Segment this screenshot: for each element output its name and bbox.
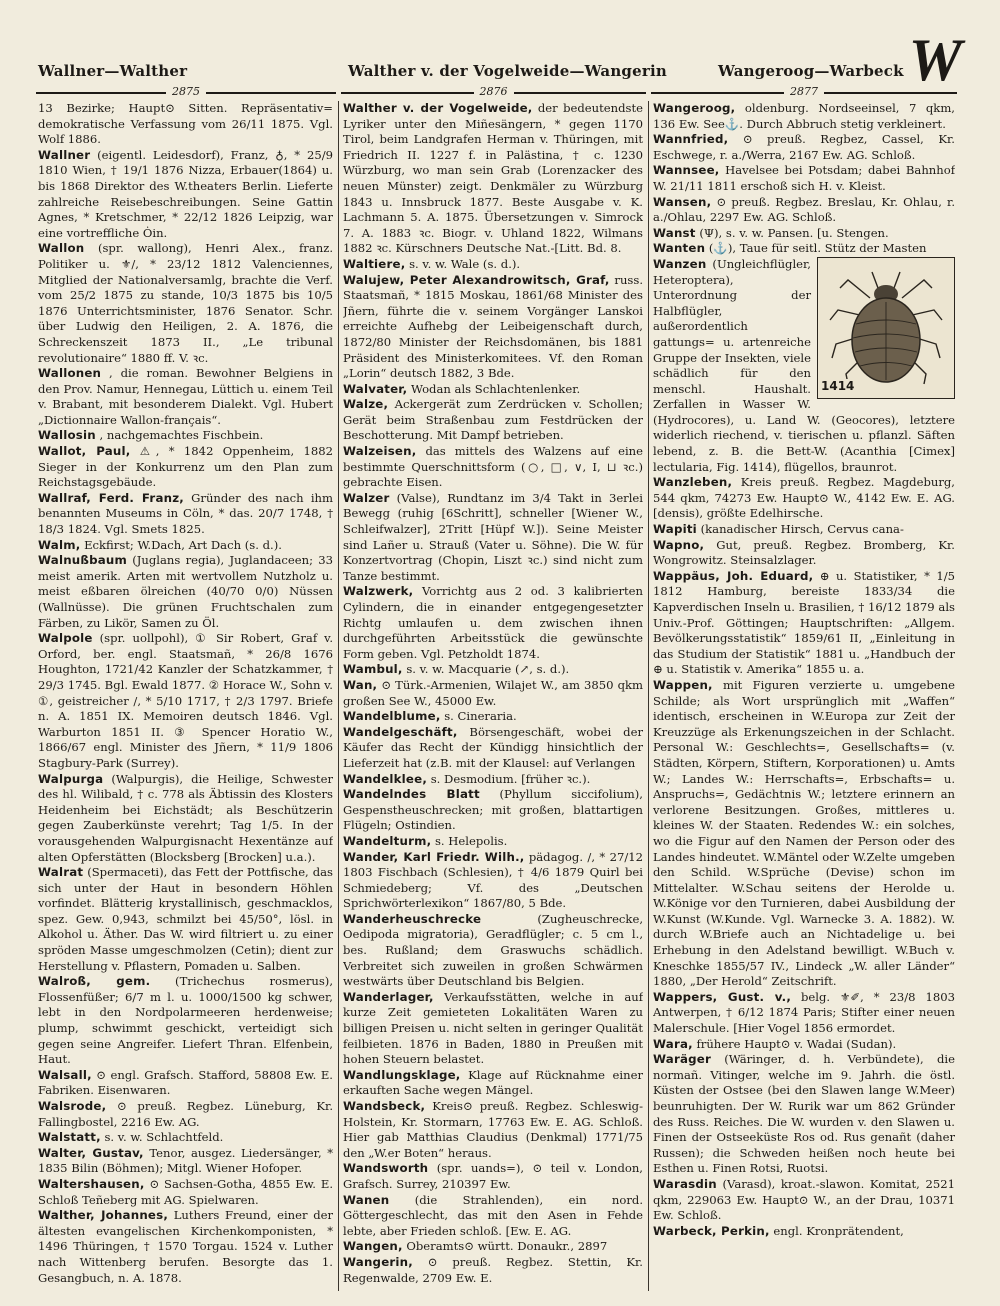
entry-text: ⊕ u. Statistiker, * 1/5 1812 Hamburg, bereiste 1833/34 die Kapverdischen Inseln u. Brasilien, † 16/12 1879 als Univ.-Prof. Göttingen; Hauptschriften: „Allgem. Bevölkerungsstatistik“ 1859/61 II, „Einleitung in das Studium der Statistik“ 1881 u. „Handbuch der ⊕ u. Statistik v. Amerika“ 1855 u. a. <box>653 568 955 677</box>
entry-headword: Warbeck, Perkin, <box>653 1223 770 1238</box>
entry-headword: Walpurga <box>38 771 104 786</box>
entry-headword: Wandsbeck, <box>343 1099 426 1113</box>
entry-text: ⊙ Sachsen-Gotha, 4855 Ew. E. Schloß Teñeberg mit AG. Spielwaren. <box>38 1176 333 1207</box>
entry-text: s. v. w. Macquarie (↗, s. d.). <box>406 662 570 677</box>
entry-headword: Walzeisen, <box>343 444 417 459</box>
entry-text: Tenor, ausgez. Liedersänger, * 1835 Bilin (Böhmen); Mitgl. Wiener Hofoper. <box>38 1145 333 1176</box>
dictionary-entry <box>343 725 643 772</box>
entry-text: (Trichechus rosmerus), Flossenfüßer; 6/7 m l. u. 1000/1500 kg schwer, lebt in den Nordpolarmeeren herdenweise; plump, schwimmt geschickt, verteidigt sich gegen seine Angreifer. Liefert Thran. Elfenbein, Haut. <box>38 974 333 1067</box>
dictionary-entry <box>653 538 955 569</box>
dictionary-entry <box>653 990 955 1037</box>
entry-text: der bedeutendste Lyriker unter den Miñesängern, * gegen 1170 Tirol, beim Landgrafen Herman v. Thüringen, mit Friedrich II. 1227 f. in Palästina, † c. 1230 Würzburg, wo man sein Grab (Lorenzacker des neuen Münster) zeigt. Denkmäler zu Würzburg 1843 u. Innsbruck 1877. Beste Ausgabe v. K. Lachmann 5. A. 1875. Übersetzungen v. Simrock 7. A. 1883 ꝛc. Biogr. v. Uhland 1822, Wilmans 1882 ꝛc. Kürschners Deutsche Nat.-[Litt. Bd. 8. <box>343 101 643 256</box>
dictionary-entry <box>343 491 643 585</box>
dictionary-entry <box>653 1177 955 1224</box>
entry-text: (Phyllum siccifolium), Gespenstheuschrecken; mit großen, blattartigen Flügeln; Ostindien. <box>343 787 643 833</box>
bedbug-figure <box>817 257 955 399</box>
running-head-col1: Wallner—Walther <box>38 62 188 80</box>
dictionary-entry <box>38 553 333 631</box>
entry-headword: Wannsee, <box>653 163 720 178</box>
entry-headword: Wallonen <box>38 366 102 381</box>
entry-text: (spr. wallong), Henri Alex., franz. Politiker u. ⚜/, * 23/12 1812 Valenciennes, Mitglied der Nationalversamlg, brachte die Verf. vom 25/2 1875 zu stande, 10/3 1875 bis 10/5 1876 Unterrichtsminister, 1876 Senator. Schr. über Ludwig den Heiligen, 2. A. 1876, die Schreckenszeit 1873 II., „Le tribunal revolutionaire“ 1880 ff. V. ꝛc. <box>38 241 333 365</box>
entry-text: (spr. uollpohl), ① Sir Robert, Graf v. Orford, ber. engl. Staatsmañ, * 26/8 1676 Houghton, 1721/42 Kanzler der Schatzkammer, † 29/3 1745. Bgl. Ewald 1877. ② Horace W., Sohn v. ①, geistreicher /, * 5/10 1717, † 2/3 1797. Briefe n. A. 1851 IX. Memoiren deutsch 1846. Vgl. Warburton 1851 II. ③ Spencer Horatio W., 1866/67 engl. Minister des Jñern, * 11/9 1806 Stagbury-Park (Surrey). <box>38 631 333 770</box>
entry-headword: Warasdin <box>653 1176 717 1191</box>
page-header <box>30 62 950 86</box>
entry-text: engl. Kronprätendent, <box>773 1223 904 1238</box>
bedbug-illustration <box>818 258 954 398</box>
entry-text: s. Desmodium. [früher ꝛc.). <box>430 771 591 786</box>
entry-text: das mittels des Walzens auf eine bestimmte Querschnittsform (○, □, ∨, I, ⊔ ꝛc.) gebrachte Eisen. <box>343 444 643 490</box>
entry-text: Havelsee bei Potsdam; dabei Bahnhof W. 21/11 1811 erschoß sich H. v. Kleist. <box>653 163 955 193</box>
entry-text: ⊙ preuß. Regbez, Cassel, Kr. Eschwege, r. a./Werra, 2167 Ew. AG. Schloß. <box>653 132 955 162</box>
running-head-col2: Walther v. der Vogelweide—Wangerin <box>348 62 667 80</box>
entry-headword: Waltiere, <box>343 256 406 271</box>
dictionary-entry <box>343 444 643 491</box>
dictionary-entry <box>343 850 643 912</box>
dictionary-entry <box>653 522 955 538</box>
dictionary-entry <box>343 1099 643 1161</box>
dictionary-entry <box>653 1224 955 1240</box>
entry-text: (die Strahlenden), ein nord. Göttergeschlecht, das mit den Asen in Fehde lebte, aber Frieden schloß. [Ew. E. AG. <box>343 1192 643 1238</box>
dictionary-entry <box>653 195 955 226</box>
entry-text: 13 Bezirke; Haupt⊙ Sitten. Repräsentativ= demokratische Verfassung vom 26/11 1875. Vgl. Wolf 1886. <box>38 101 333 147</box>
entry-headword: Wanten <box>653 241 706 256</box>
dictionary-entry <box>343 101 643 257</box>
dictionary-entry <box>38 366 333 428</box>
entry-text: Vorrichtg aus 2 od. 3 kalibrierten Cylindern, die in einander entgegengesetzter Richtg umlaufen u. dem zwischen ihnen durchgeführten Arbeitsstück die gewünschte Form geben. Vgl. Petzholdt 1874. <box>343 584 643 661</box>
dictionary-entry <box>343 662 643 678</box>
entry-headword: Wangeroog, <box>653 101 736 115</box>
entry-text: Börsengeschäft, wobei der Käufer das Recht der Kündigg hinsichtlich der Lieferzeit hat (z.B. mit der Klausel: auf Verlangen <box>343 724 643 770</box>
entry-headword: Walm, <box>38 537 81 552</box>
dictionary-entry <box>38 1130 333 1146</box>
entry-text: Wodan als Schlachtenlenker. <box>410 381 581 396</box>
dictionary-entry <box>343 584 643 662</box>
entry-text: (Walpurgis), die Heilige, Schwester des hl. Wilibald, † c. 778 als Äbtissin des Klosters Heidenheim bei Eichstädt; als Beschützerin gegen Zauberkünste verehrt; Tag 1/5. In der vorausgehenden Walpurgisnacht Hexentänze auf alten Opferstätten (Blocksberg [Brocken] u.a.). <box>38 771 333 864</box>
entry-headword: Wapiti <box>653 522 697 537</box>
column-divider <box>648 101 649 1291</box>
entry-text: Kreis preuß. Regbez. Magdeburg, 544 qkm, 74273 Ew. Haupt⊙ W., 4142 Ew. E. AG. [densis), größte Edelhirsche. <box>653 475 955 521</box>
entry-headword: Wandelgeschäft, <box>343 724 458 739</box>
dictionary-entry <box>343 273 643 382</box>
dictionary-entry <box>38 491 333 538</box>
entry-headword: Wambul, <box>343 662 403 677</box>
dictionary-entry <box>38 865 333 974</box>
entry-headword: Walnußbaum <box>38 553 127 568</box>
entry-headword: Wandlungsklage, <box>343 1067 461 1082</box>
entry-text: pädagog. /, * 27/12 1803 Fischbach (Schlesien), † 4/6 1879 Quirl bei Schmiedeberg; Vf. des „Deutschen Sprichwörterlexikon“ 1867/80, 5 Bde. <box>343 849 643 911</box>
entry-text: ⊙ preuß. Regbez. Breslau, Kr. Ohlau, r. a./Ohlau, 2297 Ew. AG. Schloß. <box>653 194 955 225</box>
entry-headword: Walze, <box>343 397 389 412</box>
entry-headword: Wanzleben, <box>653 475 733 490</box>
entry-headword: Wandelklee, <box>343 771 428 786</box>
dictionary-entry <box>653 226 955 242</box>
dictionary-entry <box>38 241 333 366</box>
dictionary-entry <box>38 1099 333 1130</box>
entry-text: (eigentl. Leidesdorf), Franz, ♁, * 25/9 1810 Wien, † 19/1 1876 Nizza, Erbauer(1864) u. bis 1868 Direktor des W.theaters Berlin. Lieferte zahlreiche Reisebeschreibungen. Seine Gattin Agnes, * Kretschmer, * 22/12 1826 Leipzig, war eine vortreffliche Ȯin. <box>38 147 333 240</box>
entry-text: s. Helepolis. <box>434 833 508 848</box>
dictionary-entry <box>38 428 333 444</box>
entry-text: (Zugheuschrecke, Oedipoda migratoria), Geradflügler; c. 5 cm l., bes. Rußland; dem Graswuchs schädlich. Verbreitet sich zuweilen in großen Schwärmen westwärts über Deutschland bis Belgien. <box>343 911 643 989</box>
entry-text: s. Cineraria. <box>444 709 517 724</box>
entry-text: mit Figuren verzierte u. umgebene Schilde; als Wort ursprünglich mit „Waffen“ identisch, erscheinen in W.Europa zur Zeit der Kreuzzüge als Erkenungszeichen in der Schlacht. Personal W.: Geschlechts=, Gesellschafts= (v. Städten, Körpern, Stiftern, Korporationen) u. Amts W.; Landes W.: Herrschafts=, Erbschafts= u. Anspruchs=, Gedächtnis W.; letztere erinnern an verlorene Besitzungen. Großes, mittleres u. kleines W. der Staaten. Redendes W.: ein solches, wo die Figur auf den Namen der Person oder des Landes hindeutet. W.Mäntel oder W.Zelte umgeben den Schild. W.Sprüche (Devise) schon im Mittelalter. W.Schau seitens der Herolde u. W.Könige vor den Turnieren, dabei Ausbildung der W.Kunst (W.Kunde. Vgl. Warnecke 3. A. 1882). W. durch W.Briefe auch an Nichtadelige u. bei Erhebung in den Adelstand bewilligt. W.Buch v. Kneschke 1855/57 IV., Lindeck „W. aller Länder“ 1880, „Der Herold“ Zeitschrift. <box>653 677 955 989</box>
entry-headword: Wapno, <box>653 537 705 552</box>
dictionary-entry <box>38 1177 333 1208</box>
entry-text: ⊙ Türk.-Armenien, Wilajet W., am 3850 qkm großen See W., 45000 Ew. <box>343 677 643 708</box>
entry-text: (Wäringer, d. h. Verbündete), die normañ. Vitinger, welche im 9. Jahrh. die östl. Küsten der Ostsee (bei den Slawen lange W.Meer) beunruhigten. Der W. Rurik war um 862 Gründer des Russ. Reiches. Die W. wurden v. den Slawen u. Finen der Ostseeküste Ros od. Rus genañt (daher Russen); die Schweden heißen noch heute bei Esthen u. Finen Rotsi, Ruotsi. <box>653 1052 955 1176</box>
entry-headword: Waräger <box>653 1052 711 1067</box>
entry-headword: Walujew, Peter Alexandrowitsch, Graf, <box>343 272 610 287</box>
entry-text: (⚓), Taue für seitl. Stütz der Masten <box>708 241 927 256</box>
entry-text: Verkaufsstätten, welche in auf kurze Zeit gemieteten Lokalitäten Waren zu billigen Preisen u. nicht selten in geringer Qualität feilbieten. 1876 in Baden, 1880 in Preußen mit hohen Steuern belastet. <box>343 989 643 1067</box>
entry-headword: Wappers, Gust. v., <box>653 989 792 1004</box>
entry-headword: Wansen, <box>653 194 712 209</box>
entry-text: (Ungleichflügler, Heteroptera), Unterordnung der Halbflügler, außerordentlich gattungs= u. artenreiche Gruppe der Insekten, viele schädlich für den menschl. Haushalt. Zerfallen in Wasser W. (Hydrocores), u. Land W. (Geocores), letztere widerlich riechend, v. tierischen u. pflanzl. Säften lebend, z. B. die Bett-W. (Acanthia [Cimex] lectularia, Fig. 1414), flügellos, braunrot. <box>653 256 955 474</box>
dictionary-entry <box>653 132 955 163</box>
entry-headword: Wallosin <box>38 428 96 443</box>
dictionary-entry <box>653 101 955 132</box>
entry-headword: Walzer <box>343 490 390 505</box>
dictionary-entry <box>653 1037 955 1053</box>
dictionary-entry <box>343 990 643 1068</box>
dictionary-entry <box>343 787 643 834</box>
entry-headword: Wara, <box>653 1036 693 1051</box>
figure-number: 1414 <box>821 379 855 394</box>
entry-headword: Wannfried, <box>653 132 729 147</box>
entry-headword: Walvater, <box>343 381 408 396</box>
dictionary-entry <box>343 257 643 273</box>
entry-text: , die roman. Bewohner Belgiens in den Prov. Namur, Hennegau, Lüttich u. einem Teil v. Brabant, mit besonderem Dialekt. Vgl. Hubert „Dictionnaire Wallon-français“. <box>38 366 333 427</box>
entry-text: (Varasd), kroat.-slawon. Komitat, 2521 qkm, 229063 Ew. Haupt⊙ W., an der Drau, 10371 Ew. Schloß. <box>653 1176 955 1223</box>
entry-headword: Wangen, <box>343 1239 403 1254</box>
entry-headword: Walther v. der Vogelweide, <box>343 101 533 115</box>
dictionary-entry <box>343 834 643 850</box>
dictionary-entry <box>38 1146 333 1177</box>
dictionary-entry <box>653 163 955 194</box>
entry-headword: Wandelndes Blatt <box>343 787 480 802</box>
entry-headword: Walpole <box>38 631 93 646</box>
page-number-rule-1 <box>36 86 336 100</box>
column-1 <box>38 101 333 1291</box>
entry-headword: Wanen <box>343 1192 390 1207</box>
entry-headword: Walrat <box>38 865 84 880</box>
entry-text: Klage auf Rücknahme einer erkauften Sache wegen Mängel. <box>343 1067 643 1098</box>
dictionary-entry <box>38 1068 333 1099</box>
entry-headword: Wangerin, <box>343 1254 413 1269</box>
column-3 <box>653 101 955 1291</box>
entry-text: ⊙ engl. Grafsch. Stafford, 58808 Ew. E. Fabriken. Eisenwaren. <box>38 1067 333 1098</box>
page-number: 2875 <box>166 85 206 98</box>
page-number-rule-2 <box>341 86 646 100</box>
dictionary-entry <box>38 148 333 242</box>
entry-headword: Wander, Karl Friedr. Wilh., <box>343 849 525 864</box>
entry-headword: Wanderlager, <box>343 989 434 1004</box>
entry-headword: Wanst <box>653 225 696 240</box>
entry-text: (Spermaceti), das Fett der Pottfische, das sich unter der Haut in besondern Höhlen vorfindet. Blätterig krystallinisch, geschmacklos, spez. Gew. 0,943, schmilzt bei 45/50°, lösl. in Alkohol u. Äther. Das W. wird filtriert u. zu einer spröden Masse umgeschmolzen (Cetin); dient zur Herstellung v. Pflastern, Pomaden u. Salben. <box>38 865 333 973</box>
entry-headword: Wanderheuschrecke <box>343 911 482 926</box>
page-number: 2876 <box>474 85 514 98</box>
entry-text: s. v. w. Wale (s. d.). <box>409 256 521 271</box>
column-divider <box>338 101 339 1291</box>
column-2 <box>343 101 643 1291</box>
entry-text: (kanadischer Hirsch, Cervus cana- <box>700 522 904 537</box>
entry-text: oldenburg. Nordseeinsel, 7 qkm, 136 Ew. See⚓. Durch Abbruch stetig verkleinert. <box>653 101 955 131</box>
entry-headword: Walzwerk, <box>343 584 414 599</box>
dictionary-entry <box>343 772 643 788</box>
entry-text: s. v. w. Schlachtfeld. <box>104 1130 224 1145</box>
dictionary-entry <box>653 241 955 257</box>
entry-headword: Wandelblume, <box>343 709 441 724</box>
entry-text: ⊙ preuß. Regbez. Lüneburg, Kr. Fallingbostel, 2216 Ew. AG. <box>38 1099 333 1129</box>
entry-text: russ. Staatsmañ, * 1815 Moskau, 1861/68 Minister des Jñern, führte die v. seinem Vorgänger Lanskoi erreichte Aufhebg der Leibeigenschaft durch, 1872/80 Minister der Reichsdomänen, bis 1881 Präsident des Ministerkomitees. Vf. den Roman „Lorin“ deutsch 1882, 3 Bde. <box>343 272 643 381</box>
entry-headword: Walther, Johannes, <box>38 1208 169 1223</box>
entry-text: Kreis⊙ preuß. Regbez. Schleswig-Holstein, Kr. Stormarn, 17763 Ew. E. AG. Schloß. Hier gab Matthias Claudius (Denkmal) 1771/75 den „W.er Boten“ heraus. <box>343 1099 643 1160</box>
entry-headword: Wanzen <box>653 256 707 271</box>
dictionary-entry <box>38 538 333 554</box>
entry-text: Oberamts⊙ württ. Donaukr., 2897 <box>406 1239 608 1254</box>
entry-text: frühere Haupt⊙ v. Wadai (Sudan). <box>696 1036 897 1051</box>
entry-headword: Wallraf, Ferd. Franz, <box>38 490 184 505</box>
entry-text: Ackergerät zum Zerdrücken v. Schollen; Gerät beim Straßenbau zum Festdrücken der Beschotterung. Mit Dampf betrieben. <box>343 397 643 443</box>
entry-text: (Ψ), s. v. w. Pansen. [u. Stengen. <box>699 225 889 240</box>
dictionary-entry <box>38 631 333 771</box>
entry-text: (Juglans regia), Juglandaceen; 33 meist amerik. Arten mit wertvollem Nutzholz u. meist eßbaren ölreichen (40/70 0/0) Nüssen (Wallnüsse). Die grünen Fruchtschalen zum Färben, zu Likör, Samen zu Öl. <box>38 553 333 630</box>
entry-headword: Wallon <box>38 241 85 256</box>
dictionary-entry <box>343 912 643 990</box>
dictionary-entry <box>343 709 643 725</box>
dictionary-entry <box>343 1193 643 1240</box>
dictionary-entry <box>653 475 955 522</box>
dictionary-entry <box>343 1255 643 1286</box>
entry-text: Gründer des nach ihm benannten Museums in Cöln, * das. 20/7 1748, † 18/3 1824. Vgl. Smets 1825. <box>38 490 333 537</box>
dictionary-entry <box>38 772 333 866</box>
entry-headword: Walter, Gustav, <box>38 1145 144 1160</box>
entry-headword: Wallner <box>38 147 91 162</box>
page-number-rule-3 <box>651 86 957 100</box>
entry-headword: Wallot, Paul, <box>38 444 131 459</box>
dictionary-entry <box>343 1239 643 1255</box>
dictionary-entry <box>343 397 643 444</box>
entry-text: Luthers Freund, einer der ältesten evangelischen Kirchenkomponisten, * 1496 Thüringen, † 1570 Torgau. 1524 v. Luther nach Wittenberg berufen. Besorgte das 1. Gesangbuch, n. A. 1878. <box>38 1208 333 1285</box>
entry-text: ⊙ preuß. Regbez. Stettin, Kr. Regenwalde, 2709 Ew. E. <box>343 1254 643 1285</box>
dictionary-entry <box>38 101 333 148</box>
entry-headword: Wan, <box>343 677 378 692</box>
entry-text: (spr. uands=), ⊙ teil v. London, Grafsch. Surrey, 210397 Ew. <box>343 1161 643 1191</box>
section-letter: W <box>908 27 962 93</box>
dictionary-entry <box>343 678 643 709</box>
entry-headword: Waltershausen, <box>38 1176 145 1191</box>
dictionary-entry <box>343 1161 643 1192</box>
dictionary-entry <box>38 444 333 491</box>
entry-headword: Walstatt, <box>38 1130 101 1145</box>
entry-text: , nachgemachtes Fischbein. <box>99 428 264 443</box>
entry-text: (Valse), Rundtanz im 3/4 Takt in 3erlei Bewegg (ruhig [6Schritt], schneller [Wiener W., Schleifwalzer], 2Tritt [Hüpf W.]). Seine Meister sind Lañer u. Strauß (Vater u. Söhne). Die W. für Konzertvortrag (Chopin, Liszt ꝛc.) sind nicht zum Tanze bestimmt. <box>343 490 643 583</box>
dictionary-entry <box>38 974 333 1068</box>
dictionary-entry <box>653 257 955 475</box>
entry-text: Eckfirst; W.Dach, Art Dach (s. d.). <box>84 537 282 552</box>
entry-headword: Walsrode, <box>38 1099 107 1113</box>
entry-text: Gut, preuß. Regbez. Bromberg, Kr. Wongrowitz. Steinsalzlager. <box>653 537 955 568</box>
entry-headword: Walsall, <box>38 1067 92 1082</box>
entry-headword: Walroß, gem. <box>38 974 151 989</box>
dictionary-entry <box>38 1208 333 1286</box>
entry-headword: Wappen, <box>653 677 713 692</box>
dictionary-entry <box>653 1052 955 1177</box>
dictionary-entry <box>343 1068 643 1099</box>
dictionary-entry <box>343 382 643 398</box>
dictionary-entry <box>653 678 955 990</box>
entry-headword: Wandelturm, <box>343 833 432 848</box>
page-number: 2877 <box>784 85 824 98</box>
entry-headword: Wandsworth <box>343 1161 429 1176</box>
entry-text: ⚠, * 1842 Oppenheim, 1882 Sieger in der Konkurrenz um den Plan zum Reichstagsgebäude. <box>38 444 333 490</box>
entry-headword: Wappäus, Joh. Eduard, <box>653 568 814 583</box>
dictionary-entry <box>653 569 955 678</box>
running-head-col3: Wangeroog—Warbeck <box>718 62 904 80</box>
entry-text: belg. ⚜✐, * 23/8 1803 Antwerpen, † 6/12 1874 Paris; Stifter einer neuen Malerschule. [Hier Vogel 1856 ermordet. <box>653 989 955 1036</box>
